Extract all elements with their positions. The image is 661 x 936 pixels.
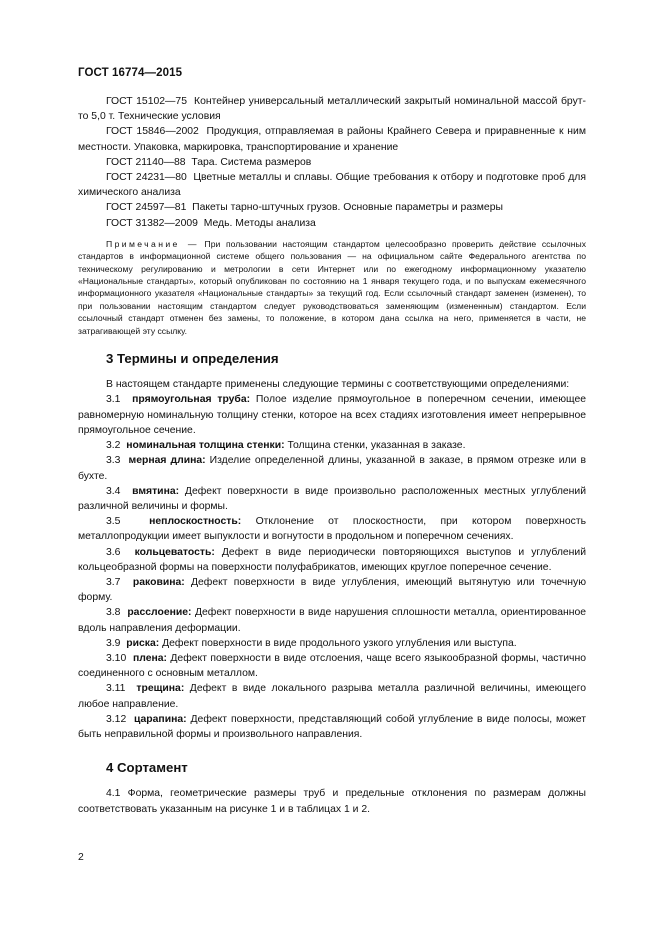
section-4-title: 4 Сортамент [106,760,188,776]
term-name: плена: [132,652,168,664]
term-number: 3.3 [106,455,121,467]
note-text: При пользовании настоящим стандартом целесообразно проверить действие ссылочных стандартов в информационной системе общего пользования — на официальном сайте Федерального агентства по техническому регулированию и метрологии в сети Интернет или по ежегодному информационному указателю «Национальные стандарты», который опубликован по состоянию на 1 января текущего года, и по выпускам ежемесячного информационного указателя «Национальные стандарты» за текущий год. Если ссылочный стандарт заменен (изменен), то при пользовании настоящим стандартом следует руководствоваться заменяющим (измененным) стандартом. Если ссылочный стандарт отменен без замены, то положение, в котором дана ссылка на него, применяется в части, не затрагивающей эту ссылку. [78,238,586,336]
reference-title: Контейнер универсальный металлический закрытый номинальной массой брут-то 5,0 т. Технические условия [78,96,586,123]
term-name: мерная длина: [128,455,206,467]
term-text: Дефект поверхности, представляющий собой углубление в виде полосы, может быть неправильной формы и произвольного направления. [78,713,587,740]
term-text: Отклонение от плоскостности, при котором поверхность металлопродукции имеет выпуклости и вогнутости в продольном и поперечном сечениях. [78,516,586,543]
term-definition [78,453,586,483]
term-text: Дефект поверхности в виде нарушения сплошности металла, ориентированное вдоль направления деформации. [78,607,587,634]
term-number: 3.4 [106,485,121,497]
note-paragraph [78,238,586,337]
term-text: Толщина стенки, указанная в заказе. [287,440,466,452]
reference-code: ГОСТ 24231—80 [106,172,187,184]
term-definition [78,575,586,605]
term-text: Дефект в виде периодически повторяющихся выступов и углублений кольцеобразной формы на поверхности полуфабрикатов, имеющих круглое поперечное сечение. [78,546,587,573]
term-name: прямоугольная труба: [132,394,251,406]
normative-references-list [78,94,586,231]
term-definition [78,681,586,711]
term-text: Полое изделие прямоугольное в поперечном сечении, имеющее равномерную номинальную толщину стенки, которое на всех стадиях изготовления имеет непрерывное прямоугольное сечение. [78,394,587,436]
term-number: 3.8 [106,607,121,619]
term-number: 3.2 [106,440,121,452]
term-name: вмятина: [132,485,180,497]
reference-item [78,155,586,170]
term-definition [78,545,586,575]
term-number: 3.10 [106,652,127,664]
note-label: Примечание — [106,238,199,249]
reference-title: Пакеты тарно-штучных грузов. Основные параметры и размеры [192,202,503,214]
section-3-title: 3 Термины и определения [106,351,279,367]
term-number: 3.6 [106,546,121,558]
term-definition [78,712,586,742]
term-text: Изделие определенной длины, указанной в заказе, в прямом отрезке или в бухте. [78,455,586,482]
page-number: 2 [78,852,84,863]
reference-title: Медь. Методы анализа [203,217,316,229]
reference-code: ГОСТ 24597—81 [106,202,187,214]
reference-item [78,170,586,200]
terms-list [78,392,586,742]
term-definition [78,636,586,651]
reference-code: ГОСТ 21140—88 [106,156,186,168]
term-definition [78,392,586,438]
term-name: риска: [126,637,160,649]
term-text: Дефект поверхности в виде произвольно расположенных местных углублений различной величины и формы. [78,485,587,512]
term-number: 3.9 [106,637,121,649]
document-code-header: ГОСТ 16774—2015 [78,67,183,79]
term-text: Дефект поверхности в виде отслоения, чаще всего языкообразной формы, частично соединенного с основным металлом. [78,652,586,680]
section-4-paragraph: 4.1 Форма, геометрические размеры труб и предельные отклонения по размерам должны соответствовать указанным на рисунке 1 и в таблицах 1 и 2. [78,788,586,815]
term-name: кольцеватость: [134,546,215,558]
term-number: 3.5 [106,516,121,528]
reference-title: Продукция, отправляемая в районы Крайнего Севера и приравненные к ним местности. Упаковка, маркировка, транспортирование и хранение [78,126,586,153]
term-text: Дефект в виде локального разрыва металла различной величины, имеющего любое направление. [78,683,586,710]
term-definition [78,438,586,453]
reference-code: ГОСТ 15102—75 [106,96,187,107]
term-name: раковина: [132,576,185,588]
term-definition [78,651,586,681]
term-definition [78,484,586,514]
term-name: расслоение: [127,607,192,619]
term-number: 3.1 [106,394,121,406]
section-3-intro: В настоящем стандарте применены следующие термины с соответствующими определениями: [106,379,570,391]
term-number: 3.7 [106,576,121,588]
term-text: Дефект поверхности в виде продольного узкого углубления или выступа. [162,637,517,649]
term-name: трещина: [136,683,185,695]
term-definition [78,514,586,544]
term-definition [78,605,586,635]
reference-title: Тара. Система размеров [191,156,312,168]
reference-code: ГОСТ 31382—2009 [106,217,198,229]
reference-item [78,124,586,154]
reference-item [78,94,586,124]
page-content [78,94,586,817]
term-name: неплоскостность: [149,516,242,528]
reference-item [78,216,586,231]
term-name: номинальная толщина стенки: [126,440,285,452]
term-number: 3.11 [106,683,126,695]
term-text: Дефект поверхности в виде углубления, имеющий вытянутую или точечную форму. [78,576,587,604]
reference-title: Цветные металлы и сплавы. Общие требования к отбору и подготовке проб для химического анализа [78,172,586,199]
reference-item [78,200,586,215]
term-name: царапина: [134,713,187,725]
reference-code: ГОСТ 15846—2002 [106,126,199,138]
term-number: 3.12 [106,713,127,725]
